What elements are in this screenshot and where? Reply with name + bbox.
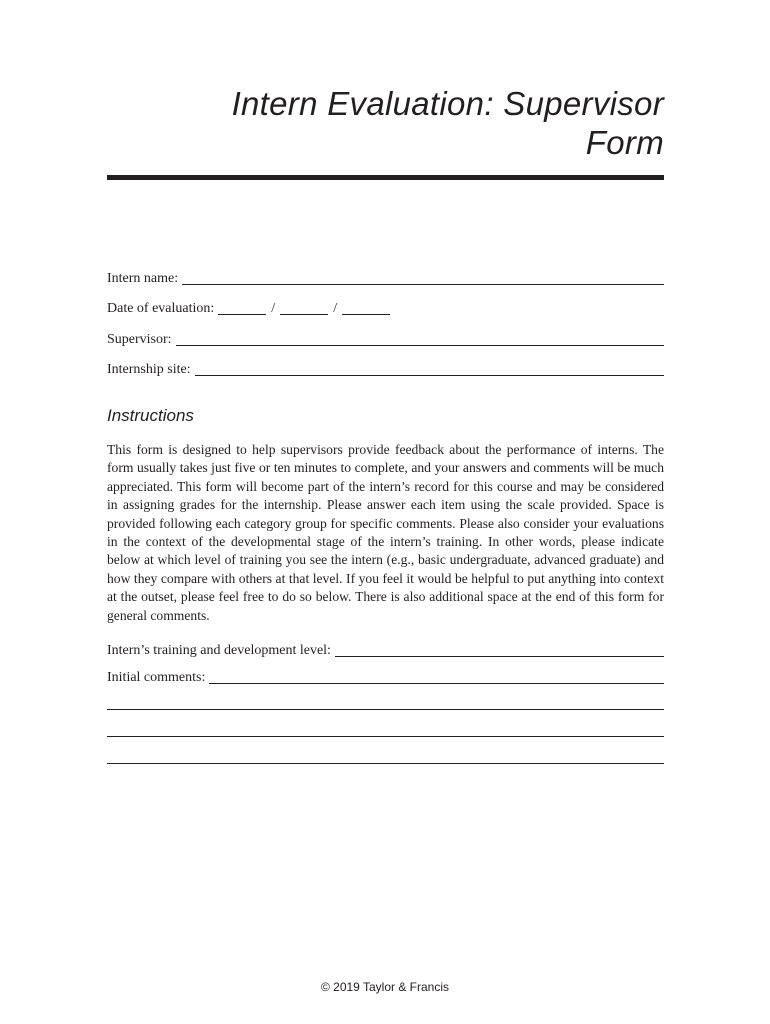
date-separator-1: / (271, 301, 276, 316)
training-level-field[interactable] (107, 639, 664, 659)
form-title (104, 84, 664, 162)
comments-line-2[interactable] (107, 709, 664, 710)
intern-name-input-line[interactable] (182, 270, 664, 285)
comments-line-4[interactable] (107, 763, 664, 764)
date-day-input-line[interactable] (280, 300, 328, 315)
supervisor-label: Supervisor: (107, 332, 172, 347)
instructions-body: This form is designed to help supervisors provide feedback about the performance of interns. The form usually takes just five or ten minutes to complete, and your answers and comments will be much appreciated. This form will become part of the intern’s record for this course and may be considered in assigning grades for the internship. Please answer each item using the scale provided. Space is provided following each category group for specific comments. Please also consider your evaluations in the context of the developmental stage of the intern’s training. In other words, please indicate below at which level of training you see the intern (e.g., basic undergraduate, advanced graduate) and how they compare with others at that level. If you feel it would be helpful to put anything into context at the outset, please feel free to do so below. There is also additional space at the end of this form for general comments. (107, 442, 664, 623)
internship-site-field[interactable] (107, 358, 664, 378)
supervisor-input-line[interactable] (176, 331, 664, 346)
instructions-heading: Instructions (107, 406, 194, 425)
form-title-line-2: Form (585, 124, 664, 161)
title-divider (107, 175, 664, 180)
training-level-label: Intern’s training and development level: (107, 643, 331, 658)
date-month-input-line[interactable] (218, 300, 266, 315)
supervisor-field[interactable] (107, 328, 664, 348)
internship-site-input-line[interactable] (195, 361, 664, 376)
comments-line-3[interactable] (107, 736, 664, 737)
copyright-footer: © 2019 Taylor & Francis (320, 980, 449, 994)
date-year-input-line[interactable] (342, 300, 390, 315)
date-separator-2: / (333, 301, 338, 316)
date-of-evaluation-label: Date of evaluation: (107, 301, 215, 316)
intern-name-field[interactable] (107, 267, 664, 287)
form-title-line-1: Intern Evaluation: Supervisor (231, 85, 664, 122)
internship-site-label: Internship site: (107, 362, 191, 377)
initial-comments-input-line[interactable] (209, 669, 664, 684)
initial-comments-label: Initial comments: (107, 670, 206, 685)
initial-comments-field[interactable] (107, 666, 664, 686)
date-of-evaluation-field[interactable] (107, 297, 390, 317)
intern-name-label: Intern name: (107, 271, 179, 286)
training-level-input-line[interactable] (335, 642, 664, 657)
